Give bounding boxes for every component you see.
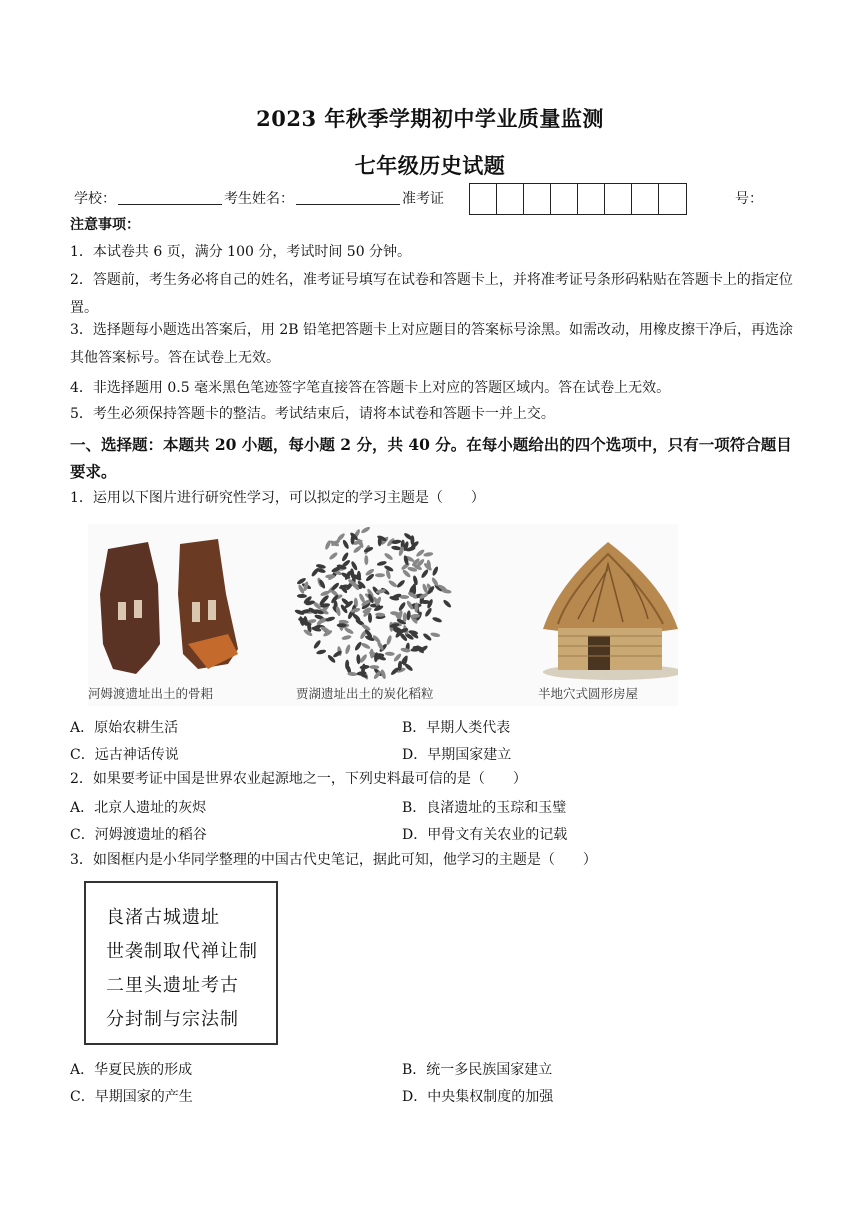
rice-grain [316, 649, 327, 655]
option-d[interactable]: D．中央集权制度的加强 [402, 1089, 554, 1105]
option-b[interactable]: B．统一多民族国家建立 [402, 1062, 553, 1078]
rice-grain [354, 641, 363, 652]
rice-grain [375, 573, 385, 577]
rice-grain [337, 623, 347, 627]
rice-grain [432, 616, 443, 623]
q1-figure-art [88, 524, 678, 706]
rice-grain [368, 613, 372, 623]
rice-grain [342, 539, 350, 550]
exam-id-boxes[interactable] [469, 183, 687, 215]
rice-grain [415, 548, 425, 557]
note-line: 良渚古城遗址 [106, 907, 220, 928]
form-line [74, 189, 444, 209]
rice-grain [310, 567, 319, 577]
note-line: 二里头遗址考古 [106, 975, 239, 996]
question-stem: 2．如果要考证中国是世界农业起源地之一，下列史料最可信的是（ ） [70, 771, 527, 787]
figure-caption: 贾湖遗址出土的炭化稻粒 [296, 686, 434, 701]
rice-grain [430, 632, 441, 638]
notice-item: 2．答题前，考生务必将自己的姓名，准考证号填写在试卷和答题卡上，并将准考证号条形码粘贴在答题卡上的指定位置。 [70, 272, 793, 316]
rice-grain [442, 599, 452, 609]
rice-grain [383, 552, 393, 561]
rice-grain [431, 566, 439, 577]
id-box[interactable] [578, 184, 605, 214]
option-c[interactable]: C．河姆渡遗址的稻谷 [70, 827, 207, 843]
rice-grain [369, 665, 379, 669]
notice-item: 4．非选择题用 0.5 毫米黑色笔迹签字笔直接答在答题卡上对应的答题区域内。答在试卷上无效。 [70, 380, 671, 396]
figure-caption: 河姆渡遗址出土的骨耜 [88, 686, 214, 701]
name-blank[interactable] [296, 190, 400, 205]
id-box[interactable] [524, 184, 551, 214]
notice-heading: 注意事项： [70, 217, 140, 233]
rice-grain [352, 545, 362, 554]
notice-item: 1．本试卷共 6 页，满分 100 分，考试时间 50 分钟。 [70, 244, 412, 260]
option-d[interactable]: D．甲骨文有关农业的记载 [402, 827, 568, 843]
option-d[interactable]: D．早期国家建立 [402, 747, 512, 763]
option-a[interactable]: A．原始农耕生活 [70, 720, 179, 736]
exam-id-label: 准考证 [402, 191, 444, 207]
rice-grain [297, 594, 307, 598]
rice-grains-image [294, 526, 452, 681]
id-box[interactable] [659, 184, 686, 214]
rice-grain [328, 551, 338, 560]
rice-grain [344, 644, 351, 655]
rice-grain [360, 642, 371, 650]
rice-grain [325, 616, 336, 623]
rice-grain [385, 652, 395, 657]
option-a[interactable]: A．华夏民族的形成 [70, 1062, 193, 1078]
notice-item: 3．选择题每小题选出答案后，用 2B 铅笔把答题卡上对应题目的答案标号涂黑。如需改动，用橡皮擦干净后，再选涂其他答案标号。答在试卷上无效。 [70, 322, 793, 366]
id-box[interactable] [605, 184, 632, 214]
rice-grain [388, 579, 398, 588]
rice-grain [406, 610, 411, 620]
rice-grain [396, 579, 406, 589]
bone-spade-image [100, 539, 238, 674]
rice-grain [356, 654, 361, 664]
note-line: 分封制与宗法制 [106, 1009, 239, 1030]
rice-grain [364, 555, 368, 565]
option-c[interactable]: C．远古神话传说 [70, 747, 179, 763]
exam-title: 2023 年秋季学期初中学业质量监测 [256, 106, 604, 131]
round-hut-image [543, 542, 678, 680]
notice-item: 5．考生必须保持答题卡的整洁。考试结束后，请将本试卷和答题卡一并上交。 [70, 406, 555, 422]
rice-grain [423, 552, 434, 558]
rice-grain [341, 634, 352, 640]
option-b[interactable]: B．良渚遗址的玉琮和玉璧 [402, 800, 567, 816]
id-box[interactable] [470, 184, 497, 214]
id-box[interactable] [551, 184, 578, 214]
rice-grain [424, 607, 433, 618]
rice-grain [420, 569, 429, 579]
id-box[interactable] [632, 184, 659, 214]
question-stem: 1．运用以下图片进行研究性学习，可以拟定的学习主题是（ ） [70, 490, 485, 506]
school-blank[interactable] [118, 190, 222, 205]
option-a[interactable]: A．北京人遗址的灰烬 [70, 800, 207, 816]
option-b[interactable]: B．早期人类代表 [402, 720, 511, 736]
notes-box [84, 881, 278, 1045]
figure-caption: 半地穴式圆形房屋 [538, 686, 639, 701]
name-label: 考生姓名： [224, 191, 294, 207]
question-stem: 3．如图框内是小华同学整理的中国古代史笔记，据此可知，他学习的主题是（ ） [70, 852, 597, 868]
rice-grain [313, 639, 322, 649]
q1-figure [88, 524, 678, 706]
rice-grain [398, 601, 407, 611]
exam-subtitle: 七年级历史试题 [354, 153, 506, 178]
section-heading: 一、选择题：本题共 20 小题，每小题 2 分，共 40 分。在每小题给出的四个选项中，只有一项符合题目要求。 [70, 435, 792, 481]
rice-grain [403, 612, 407, 622]
note-line: 世袭制取代禅让制 [106, 941, 258, 962]
rice-grain [386, 635, 393, 646]
number-label: 号： [735, 191, 763, 207]
rice-grain [330, 582, 340, 592]
school-label: 学校： [74, 191, 116, 207]
id-box[interactable] [497, 184, 524, 214]
rice-grain [360, 526, 371, 535]
option-c[interactable]: C．早期国家的产生 [70, 1089, 193, 1105]
